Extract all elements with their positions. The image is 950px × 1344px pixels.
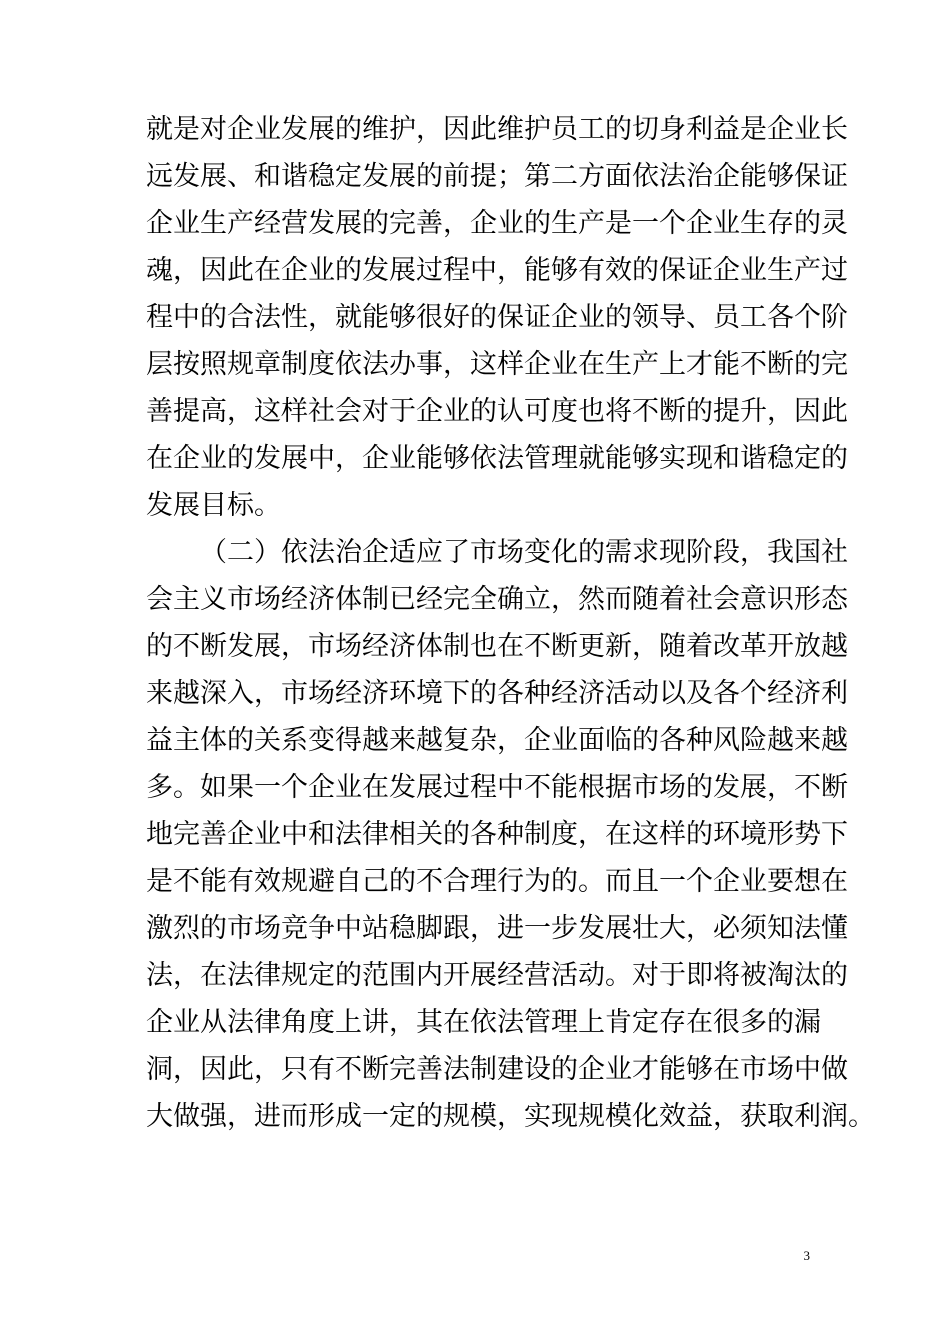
text-line: 地完善企业中和法律相关的各种制度，在这样的环境形势下 — [146, 819, 848, 850]
text-line: 善提高，这样社会对于企业的认可度也将不断的提升，因此 — [146, 396, 848, 427]
body-text — [146, 106, 875, 1140]
text-line: 魂，因此在企业的发展过程中，能够有效的保证企业生产过 — [146, 255, 848, 286]
text-line: 洞，因此，只有不断完善法制建设的企业才能够在市场中做 — [146, 1054, 848, 1085]
section-heading-line: （二）依法治企适应了市场变化的需求现阶段，我国社 — [200, 537, 848, 568]
text-line: 在企业的发展中，企业能够依法管理就能够实现和谐稳定的 — [146, 443, 848, 474]
text-line: 益主体的关系变得越来越复杂，企业面临的各种风险越来越 — [146, 725, 848, 756]
text-line: 法，在法律规定的范围内开展经营活动。对于即将被淘汰的 — [146, 960, 848, 991]
text-line: 程中的合法性，就能够很好的保证企业的领导、员工各个阶 — [146, 302, 848, 333]
text-line: 是不能有效规避自己的不合理行为的。而且一个企业要想在 — [146, 866, 848, 897]
text-line: 来越深入，市场经济环境下的各种经济活动以及各个经济利 — [146, 678, 848, 709]
text-line: 发展目标。 — [146, 490, 281, 521]
page-number: 3 — [803, 1248, 810, 1263]
text-line: 远发展、和谐稳定发展的前提；第二方面依法治企能够保证 — [146, 161, 848, 192]
text-line: 大做强，进而形成一定的规模，实现规模化效益，获取利润。 — [146, 1101, 875, 1132]
text-line: 企业从法律角度上讲，其在依法管理上肯定存在很多的漏 — [146, 1007, 821, 1038]
text-line: 多。如果一个企业在发展过程中不能根据市场的发展，不断 — [146, 772, 848, 803]
text-line: 就是对企业发展的维护，因此维护员工的切身利益是企业长 — [146, 114, 848, 145]
text-line: 层按照规章制度依法办事，这样企业在生产上才能不断的完 — [146, 349, 848, 380]
text-line: 的不断发展，市场经济体制也在不断更新，随着改革开放越 — [146, 631, 848, 662]
text-line: 企业生产经营发展的完善，企业的生产是一个企业生存的灵 — [146, 208, 848, 239]
text-line: 激烈的市场竞争中站稳脚跟，进一步发展壮大，必须知法懂 — [146, 913, 848, 944]
text-line: 会主义市场经济体制已经完全确立，然而随着社会意识形态 — [146, 584, 848, 615]
